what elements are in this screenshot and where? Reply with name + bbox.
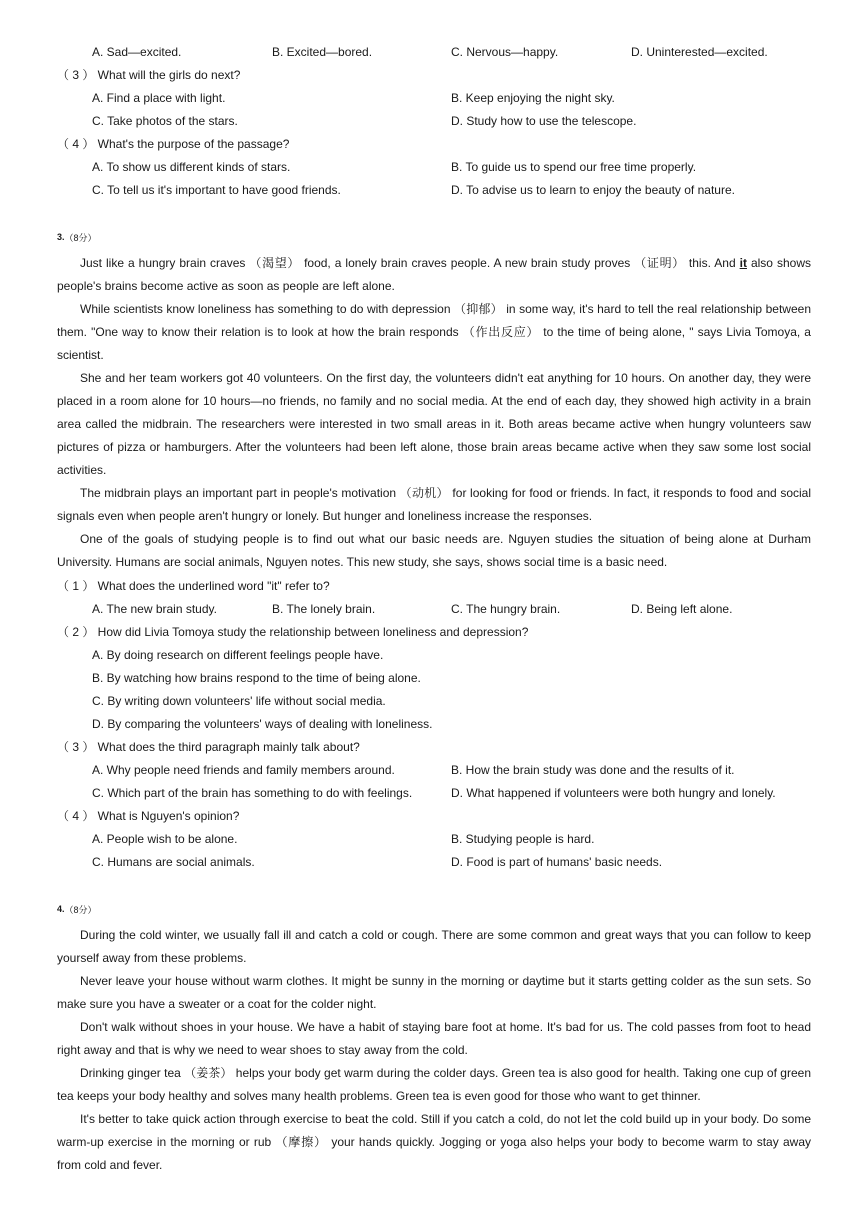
passage-paragraph: She and her team workers got 40 volunteers. On the first day, the volunteers didn't eat anything for 10 hours. On another day, they were placed in a room alone for 10 hours—no friends, no family and no social media. At the end of each day, they showed high activity in a brain area called the midbrain. The researchers were interested in two small areas in it. Both areas became active when hungry volunteers saw pictures of pizza or hamburgers. After the volunteers had been left alone, those brain areas became active when they saw some lost social activities. bbox=[57, 371, 811, 477]
q1-options bbox=[57, 597, 811, 620]
option-b[interactable]: B. Keep enjoying the night sky. bbox=[451, 90, 615, 105]
q4-options-row1 bbox=[57, 827, 811, 850]
option-a[interactable]: A. The new brain study. bbox=[92, 601, 217, 616]
passage-paragraph: During the cold winter, we usually fall ill and catch a cold or cough. There are some common and great ways that you can follow to keep yourself away from these problems. bbox=[57, 928, 811, 965]
option-a[interactable]: A. Why people need friends and family members around. bbox=[92, 762, 395, 777]
option-c[interactable]: C. The hungry brain. bbox=[451, 601, 561, 616]
question-3: （ 3 ） What will the girls do next? bbox=[57, 68, 241, 82]
option-a[interactable]: A. Sad—excited. bbox=[92, 44, 182, 59]
option-c[interactable]: C. By writing down volunteers' life without social media. bbox=[92, 693, 386, 708]
question-3: （ 3 ） What does the third paragraph mainly talk about? bbox=[57, 740, 360, 754]
option-b[interactable]: B. To guide us to spend our free time properly. bbox=[451, 159, 697, 174]
question-2: （ 2 ） How did Livia Tomoya study the relationship between loneliness and depression? bbox=[57, 625, 529, 639]
question-1: （ 1 ） What does the underlined word "it" refer to? bbox=[57, 579, 330, 593]
passage-paragraph: Never leave your house without warm clothes. It might be sunny in the morning or daytime but it starts getting colder as the sun sets. So make sure you have a sweater or a coat for the colder night. bbox=[57, 974, 811, 1011]
underlined-word: it bbox=[739, 256, 747, 270]
option-a[interactable]: A. People wish to be alone. bbox=[92, 831, 238, 846]
passage-paragraph bbox=[57, 252, 811, 298]
option-d[interactable]: D. What happened if volunteers were both hungry and lonely. bbox=[451, 785, 776, 800]
q4-options-row2 bbox=[57, 850, 811, 873]
option-d[interactable]: D. Study how to use the telescope. bbox=[451, 113, 637, 128]
option-b[interactable]: B. How the brain study was done and the results of it. bbox=[451, 762, 735, 777]
option-b[interactable]: B. Excited—bored. bbox=[272, 44, 373, 59]
prev-q4-options-row2 bbox=[57, 178, 811, 201]
option-a[interactable]: A. By doing research on different feelings people have. bbox=[92, 647, 384, 662]
option-b[interactable]: B. Studying people is hard. bbox=[451, 831, 595, 846]
option-d[interactable]: D. To advise us to learn to enjoy the beauty of nature. bbox=[451, 182, 735, 197]
option-b[interactable]: B. By watching how brains respond to the time of being alone. bbox=[92, 670, 421, 685]
passage-paragraph: It's better to take quick action through exercise to beat the cold. Still if you catch a cold, do not let the cold build up in your body. Do some warm-up exercise in the morning or rub （摩擦） your hands quickly. Jogging or yoga also helps your body to become warm to stay away from cold and fever. bbox=[57, 1112, 811, 1172]
prev-q4-options-row1 bbox=[57, 155, 811, 178]
option-d[interactable]: D. By comparing the volunteers' ways of dealing with loneliness. bbox=[92, 716, 433, 731]
option-d[interactable]: D. Uninterested—excited. bbox=[631, 44, 768, 59]
option-c[interactable]: C. Nervous—happy. bbox=[451, 44, 559, 59]
passage-paragraph: While scientists know loneliness has something to do with depression （抑郁） in some way, it's hard to tell the real relationship between them. "One way to know their relation is to look at how the brain responds （作出反应） to the time of being alone, " says Livia Tomoya, a scientist. bbox=[57, 302, 811, 362]
section-3-header bbox=[57, 226, 811, 248]
exam-page bbox=[57, 40, 811, 1177]
passage-paragraph: Don't walk without shoes in your house. We have a habit of staying bare foot at home. It's bad for us. The cold passes from foot to head right away and that is why we need to wear shoes to stay away from the cold. bbox=[57, 1020, 811, 1057]
option-b[interactable]: B. The lonely brain. bbox=[272, 601, 376, 616]
paragraph-text: Just like a hungry brain craves （渴望） food, a lonely brain craves people. A new brain study proves （证明） this. And bbox=[80, 256, 740, 270]
option-a[interactable]: A. To show us different kinds of stars. bbox=[92, 159, 291, 174]
question-4: （ 4 ） What is Nguyen's opinion? bbox=[57, 809, 240, 823]
section-points: （8分） bbox=[64, 904, 97, 915]
option-c[interactable]: C. To tell us it's important to have good friends. bbox=[92, 182, 341, 197]
option-d[interactable]: D. Being left alone. bbox=[631, 601, 733, 616]
q3-options-row1 bbox=[57, 758, 811, 781]
section-number: 3. bbox=[57, 232, 65, 242]
section-number: 4. bbox=[57, 904, 65, 914]
option-a[interactable]: A. Find a place with light. bbox=[92, 90, 226, 105]
option-c[interactable]: C. Take photos of the stars. bbox=[92, 113, 238, 128]
option-c[interactable]: C. Humans are social animals. bbox=[92, 854, 255, 869]
section-points: （8分） bbox=[64, 232, 97, 243]
prev-q2-options bbox=[57, 40, 811, 63]
passage-paragraph: Drinking ginger tea （姜茶） helps your body get warm during the colder days. Green tea is also good for health. Taking one cup of green tea keeps your body healthy and solves many health problems. Green tea is even good for those who want to get thinner. bbox=[57, 1066, 811, 1103]
passage-paragraph: One of the goals of studying people is to find out what our basic needs are. Nguyen studies the situation of being alone at Durham University. Humans are social animals, Nguyen notes. This new study, she says, shows social time is a basic need. bbox=[57, 532, 811, 569]
paragraph-text: also shows people's brains become active as soon as people are left alone. bbox=[57, 256, 811, 293]
passage-paragraph: The midbrain plays an important part in people's motivation （动机） for looking for food or friends. In fact, it responds to food and social signals even when people aren't hungry or lonely. But hunger and loneliness increase the responses. bbox=[57, 486, 811, 523]
prev-q3-options-row2 bbox=[57, 109, 811, 132]
option-c[interactable]: C. Which part of the brain has something to do with feelings. bbox=[92, 785, 413, 800]
q3-options-row2 bbox=[57, 781, 811, 804]
option-d[interactable]: D. Food is part of humans' basic needs. bbox=[451, 854, 663, 869]
section-4-header bbox=[57, 898, 811, 920]
prev-q3-options-row1 bbox=[57, 86, 811, 109]
question-4: （ 4 ） What's the purpose of the passage? bbox=[57, 137, 290, 151]
